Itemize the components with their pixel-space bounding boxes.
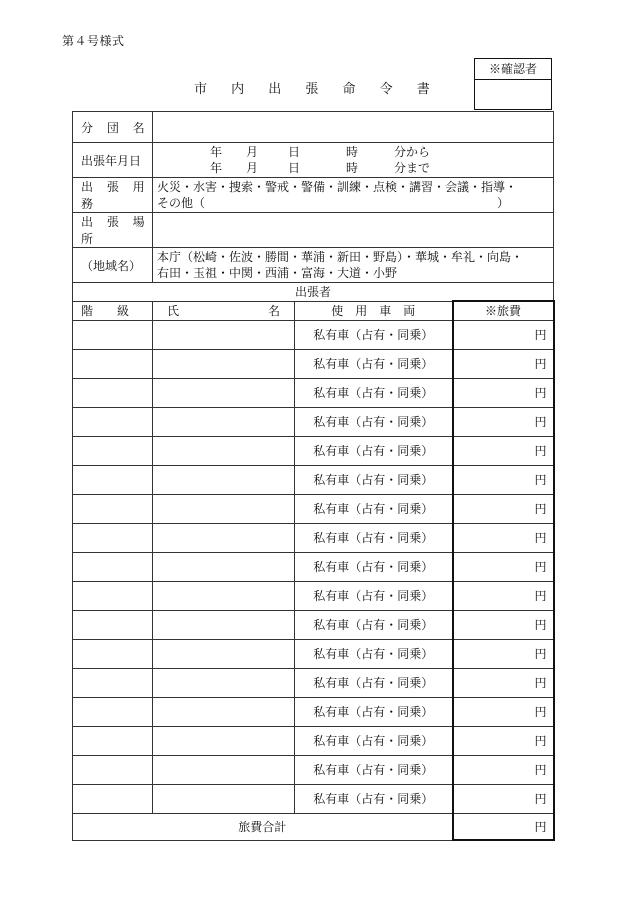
name-cell[interactable] xyxy=(153,436,295,465)
name-cell[interactable] xyxy=(153,755,295,784)
vehicle-cell[interactable]: 私有車（占有・同乗） xyxy=(295,378,453,407)
vehicle-cell[interactable]: 私有車（占有・同乗） xyxy=(295,668,453,697)
fee-cell[interactable]: 円 xyxy=(453,668,554,697)
from-month: 月 xyxy=(246,145,259,159)
total-fee[interactable]: 円 xyxy=(453,813,554,840)
place-label: 出 張 場 所 xyxy=(73,213,153,248)
order-form-table xyxy=(72,111,555,841)
rank-cell[interactable] xyxy=(73,755,153,784)
table-row xyxy=(73,581,554,610)
purpose-other-suffix: ） xyxy=(497,196,510,210)
from-hour: 時 xyxy=(346,145,359,159)
vehicle-cell[interactable]: 私有車（占有・同乗） xyxy=(295,320,453,349)
name-cell[interactable] xyxy=(153,581,295,610)
rank-cell[interactable] xyxy=(73,610,153,639)
vehicle-cell[interactable]: 私有車（占有・同乗） xyxy=(295,784,453,813)
division-label: 分 団 名 xyxy=(73,112,153,143)
rank-cell[interactable] xyxy=(73,581,153,610)
name-cell[interactable] xyxy=(153,349,295,378)
name-cell[interactable] xyxy=(153,320,295,349)
rank-cell[interactable] xyxy=(73,436,153,465)
fee-cell[interactable]: 円 xyxy=(453,639,554,668)
fee-cell[interactable]: 円 xyxy=(453,465,554,494)
rank-cell[interactable] xyxy=(73,784,153,813)
to-year: 年 xyxy=(210,161,223,175)
to-hour: 時 xyxy=(346,161,359,175)
rank-cell[interactable] xyxy=(73,668,153,697)
place-row xyxy=(73,213,554,248)
name-header-family: 氏 xyxy=(167,304,180,318)
rank-cell[interactable] xyxy=(73,320,153,349)
rank-cell[interactable] xyxy=(73,407,153,436)
to-month: 月 xyxy=(246,161,259,175)
vehicle-cell[interactable]: 私有車（占有・同乗） xyxy=(295,755,453,784)
date-to-line xyxy=(153,160,553,176)
total-label: 旅費合計 xyxy=(73,813,453,840)
name-cell[interactable] xyxy=(153,726,295,755)
table-row xyxy=(73,784,554,813)
travelers-section-row xyxy=(73,283,554,302)
table-row xyxy=(73,755,554,784)
purpose-other-line xyxy=(157,195,553,211)
name-cell[interactable] xyxy=(153,494,295,523)
name-cell[interactable] xyxy=(153,552,295,581)
name-cell[interactable] xyxy=(153,523,295,552)
vehicle-cell[interactable]: 私有車（占有・同乗） xyxy=(295,494,453,523)
vehicle-cell[interactable]: 私有車（占有・同乗） xyxy=(295,349,453,378)
date-row xyxy=(73,143,554,178)
traveler-rows xyxy=(73,320,554,813)
name-cell[interactable] xyxy=(153,465,295,494)
table-row xyxy=(73,523,554,552)
name-cell[interactable] xyxy=(153,668,295,697)
travelers-section-label: 出張者 xyxy=(73,283,554,302)
table-row xyxy=(73,465,554,494)
vehicle-cell[interactable]: 私有車（占有・同乗） xyxy=(295,465,453,494)
table-row xyxy=(73,610,554,639)
to-minute: 分まで xyxy=(394,161,431,175)
division-field[interactable] xyxy=(153,112,554,143)
area-line-2: 右田・玉祖・中関・西浦・富海・大道・小野 xyxy=(157,266,398,280)
table-row xyxy=(73,378,554,407)
vehicle-cell[interactable]: 私有車（占有・同乗） xyxy=(295,436,453,465)
area-line-1: 本庁（松崎・佐波・勝間・華浦・新田・野島）・華城・牟礼・向島・ xyxy=(157,250,524,264)
rank-cell[interactable] xyxy=(73,349,153,378)
rank-cell[interactable] xyxy=(73,523,153,552)
vehicle-cell[interactable]: 私有車（占有・同乗） xyxy=(295,639,453,668)
from-minute: 分から xyxy=(394,145,431,159)
fee-cell[interactable]: 円 xyxy=(453,784,554,813)
confirmer-stamp-area[interactable] xyxy=(475,80,551,110)
rank-cell[interactable] xyxy=(73,552,153,581)
confirmer-label: ※確認者 xyxy=(475,59,551,80)
rank-header: 階 級 xyxy=(73,301,153,320)
purpose-options: 火災・水害・捜索・警戒・警備・訓練・点検・講習・会議・指導・ xyxy=(157,180,518,194)
fee-cell[interactable]: 円 xyxy=(453,436,554,465)
from-day: 日 xyxy=(288,145,301,159)
vehicle-header: 使 用 車 両 xyxy=(295,301,453,320)
purpose-label: 出 張 用 務 xyxy=(73,178,153,213)
date-field[interactable] xyxy=(153,143,554,178)
vehicle-cell[interactable]: 私有車（占有・同乗） xyxy=(295,610,453,639)
name-cell[interactable] xyxy=(153,610,295,639)
name-cell[interactable] xyxy=(153,407,295,436)
fee-cell[interactable]: 円 xyxy=(453,494,554,523)
date-from-line xyxy=(153,144,553,160)
table-row xyxy=(73,436,554,465)
name-cell[interactable] xyxy=(153,697,295,726)
place-field[interactable] xyxy=(153,213,554,248)
rank-cell[interactable] xyxy=(73,697,153,726)
table-row xyxy=(73,320,554,349)
table-header-row xyxy=(73,301,554,320)
table-row xyxy=(73,494,554,523)
table-row xyxy=(73,552,554,581)
table-row xyxy=(73,407,554,436)
document-title: 市 内 出 張 命 令 書 xyxy=(194,82,440,97)
fee-cell[interactable]: 円 xyxy=(453,552,554,581)
rank-cell[interactable] xyxy=(73,378,153,407)
fee-cell[interactable]: 円 xyxy=(453,523,554,552)
vehicle-cell[interactable]: 私有車（占有・同乗） xyxy=(295,581,453,610)
table-row xyxy=(73,639,554,668)
fee-cell[interactable]: 円 xyxy=(453,755,554,784)
fee-cell[interactable]: 円 xyxy=(453,378,554,407)
rank-cell[interactable] xyxy=(73,494,153,523)
fee-cell[interactable]: 円 xyxy=(453,697,554,726)
vehicle-cell[interactable]: 私有車（占有・同乗） xyxy=(295,697,453,726)
name-cell[interactable] xyxy=(153,639,295,668)
total-row xyxy=(73,813,554,840)
division-row xyxy=(73,112,554,143)
purpose-row xyxy=(73,178,554,213)
fee-cell[interactable]: 円 xyxy=(453,726,554,755)
area-label: （地域名） xyxy=(73,248,153,283)
name-header-given: 名 xyxy=(267,304,280,318)
fee-cell[interactable]: 円 xyxy=(453,610,554,639)
table-row xyxy=(73,668,554,697)
table-row xyxy=(73,349,554,378)
from-year: 年 xyxy=(210,145,223,159)
date-label: 出張年月日 xyxy=(73,143,153,178)
fee-cell[interactable]: 円 xyxy=(453,581,554,610)
purpose-other-prefix: その他（ xyxy=(157,196,206,210)
area-options[interactable] xyxy=(153,248,554,283)
name-cell[interactable] xyxy=(153,378,295,407)
rank-cell[interactable] xyxy=(73,465,153,494)
area-row xyxy=(73,248,554,283)
to-day: 日 xyxy=(288,161,301,175)
name-cell[interactable] xyxy=(153,784,295,813)
vehicle-cell[interactable]: 私有車（占有・同乗） xyxy=(295,552,453,581)
confirmer-box xyxy=(474,58,552,110)
rank-cell[interactable] xyxy=(73,639,153,668)
vehicle-cell[interactable]: 私有車（占有・同乗） xyxy=(295,523,453,552)
table-row xyxy=(73,726,554,755)
fee-cell[interactable]: 円 xyxy=(453,349,554,378)
table-row xyxy=(73,697,554,726)
vehicle-cell[interactable]: 私有車（占有・同乗） xyxy=(295,407,453,436)
form-number: 第４号様式 xyxy=(62,34,125,48)
rank-cell[interactable] xyxy=(73,726,153,755)
purpose-field[interactable] xyxy=(153,178,554,213)
fee-header: ※旅費 xyxy=(453,301,554,320)
name-header xyxy=(153,301,295,320)
vehicle-cell[interactable]: 私有車（占有・同乗） xyxy=(295,726,453,755)
fee-cell[interactable]: 円 xyxy=(453,320,554,349)
fee-cell[interactable]: 円 xyxy=(453,407,554,436)
